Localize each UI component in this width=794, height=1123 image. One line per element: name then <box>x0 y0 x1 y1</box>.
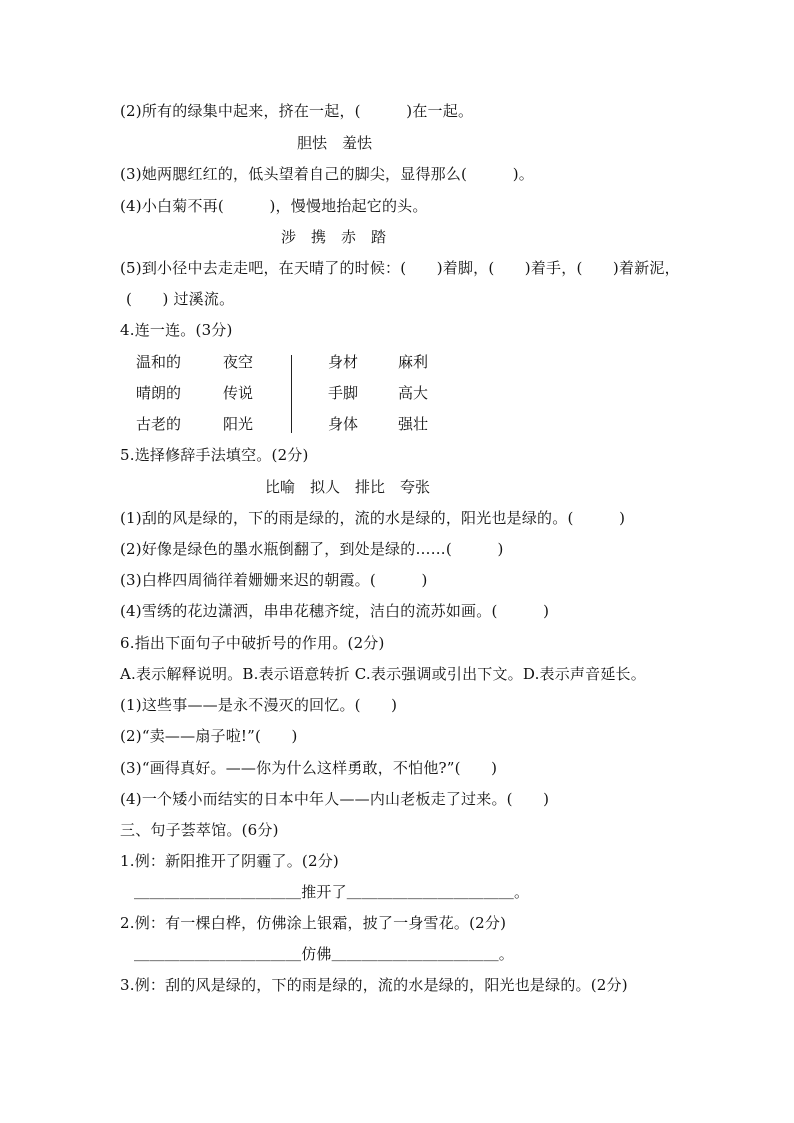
sentence-1-example: 1.例：新阳推开了阴霾了。(2分) <box>120 852 339 870</box>
question-6-4: (4)一个矮小而结实的日本中年人——内山老板走了过来。( ) <box>120 790 550 808</box>
match-right-a-1: 手脚 <box>328 384 359 402</box>
match-left-b-2: 阳光 <box>223 415 254 433</box>
question-3-5-line2: ( ) 过溪流。 <box>126 290 235 308</box>
section-3-heading: 三、句子荟萃馆。(6分) <box>120 821 279 839</box>
match-left-b-1: 传说 <box>223 384 254 402</box>
sentence-2-fill-line: ＿＿＿＿＿＿＿＿＿＿＿仿佛＿＿＿＿＿＿＿＿＿＿＿。 <box>134 945 515 963</box>
question-6-2: (2)“卖——扇子啦!”( ) <box>120 727 298 745</box>
match-right-a-2: 身体 <box>328 415 359 433</box>
question-5-heading: 5.选择修辞手法填空。(2分) <box>120 446 309 464</box>
match-left-b-0: 夜空 <box>223 353 254 371</box>
match-divider <box>291 355 292 433</box>
match-left-a-2: 古老的 <box>136 415 182 433</box>
question-6-3: (3)“画得真好。——你为什么这样勇敢，不怕他?”( ) <box>120 759 498 777</box>
question-3-2: (2)所有的绿集中起来，挤在一起，( )在一起。 <box>120 102 474 120</box>
match-right-b-1: 高大 <box>398 384 429 402</box>
match-right-b-0: 麻利 <box>398 353 429 371</box>
word-choices-b: 涉 携 赤 踏 <box>281 228 387 246</box>
question-3-4: (4)小白菊不再( )，慢慢地抬起它的头。 <box>120 197 428 215</box>
sentence-1-fill-line: ＿＿＿＿＿＿＿＿＿＿＿推开了＿＿＿＿＿＿＿＿＿＿＿。 <box>134 883 530 901</box>
word-choices-a: 胆怯 羞怯 <box>297 134 373 152</box>
question-5-1: (1)刮的风是绿的，下的雨是绿的，流的水是绿的，阳光也是绿的。( ) <box>120 509 626 527</box>
question-5-2: (2)好像是绿色的墨水瓶倒翻了，到处是绿的……( ) <box>120 540 504 558</box>
match-left-a-1: 晴朗的 <box>136 384 182 402</box>
sentence-3-example: 3.例：刮的风是绿的，下的雨是绿的，流的水是绿的，阳光也是绿的。(2分) <box>120 976 628 994</box>
question-3-5-line1: (5)到小径中去走走吧，在天晴了的时候：( )着脚，( )着手，( )着新泥， <box>120 259 680 277</box>
match-right-b-2: 强壮 <box>398 415 429 433</box>
match-left-a-0: 温和的 <box>136 353 182 371</box>
rhetoric-choices: 比喻 拟人 排比 夸张 <box>265 478 431 496</box>
question-6-options: A.表示解释说明。B.表示语意转折 C.表示强调或引出下文。D.表示声音延长。 <box>120 665 646 683</box>
question-3-3: (3)她两腮红红的，低头望着自己的脚尖，显得那么( )。 <box>120 165 534 183</box>
question-5-4: (4)雪绣的花边潇洒，串串花穗齐绽，洁白的流苏如画。( ) <box>120 602 550 620</box>
question-6-heading: 6.指出下面句子中破折号的作用。(2分) <box>120 634 385 652</box>
sentence-2-example: 2.例：有一棵白桦，仿佛涂上银霜，披了一身雪花。(2分) <box>120 914 507 932</box>
question-5-3: (3)白桦四周徜徉着姗姗来迟的朝霞。( ) <box>120 571 428 589</box>
match-right-a-0: 身材 <box>328 353 359 371</box>
question-6-1: (1)这些事——是永不漫灭的回忆。( ) <box>120 696 398 714</box>
question-4-heading: 4.连一连。(3分) <box>120 321 233 339</box>
